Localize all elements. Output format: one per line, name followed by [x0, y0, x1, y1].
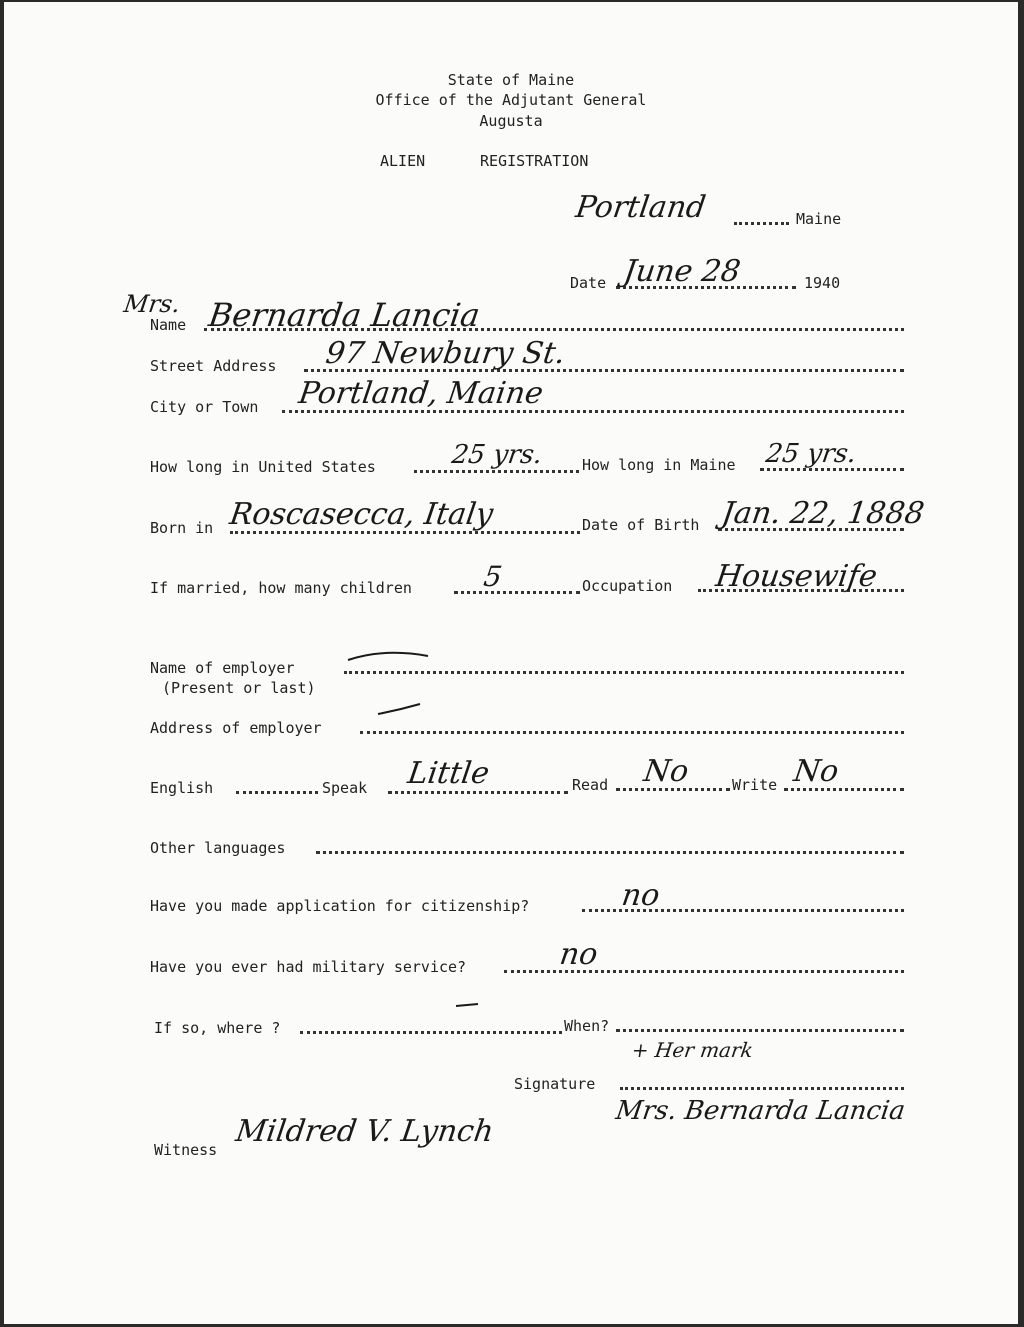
form-title-registration: REGISTRATION: [480, 152, 589, 170]
citizenship-label: Have you made application for citizenship?: [150, 897, 530, 915]
write-value: No: [791, 754, 841, 789]
when-label: When?: [564, 1017, 610, 1035]
dob-label: Date of Birth: [582, 516, 700, 534]
signature-mark: + Her mark: [630, 1038, 755, 1062]
citizenship-value: no: [619, 878, 662, 913]
where-dash-mark: [452, 998, 492, 1012]
born-value: Roscasecca, Italy: [227, 497, 496, 532]
where-label: If so, where ?: [154, 1019, 281, 1037]
city-label: City or Town: [150, 398, 259, 416]
employer-addr-dash-mark: [374, 700, 434, 720]
long-us-dots: [414, 470, 579, 473]
employer-addr-label: Address of employer: [150, 719, 322, 737]
employer-addr-dots: [360, 731, 904, 734]
place-value: Portland: [573, 190, 708, 225]
employer-label: Name of employer: [150, 659, 295, 677]
speak-label: Speak: [322, 779, 368, 797]
born-label: Born in: [150, 519, 214, 537]
registration-form: [4, 2, 1018, 1324]
date-value: June 28: [621, 254, 743, 289]
children-value: 5: [481, 560, 505, 593]
long-me-value: 25 yrs.: [763, 439, 859, 469]
children-dots: [454, 591, 580, 594]
dob-value: Jan. 22, 1888: [719, 496, 927, 531]
speak-dots: [388, 791, 568, 794]
employer-dash-mark: [344, 646, 444, 666]
header-state: State of Maine: [447, 71, 575, 89]
write-label: Write: [732, 776, 778, 794]
signature-name: Mrs. Bernarda Lancia: [613, 1096, 907, 1126]
header-city: Augusta: [479, 112, 543, 130]
long-us-label: How long in United States: [150, 458, 376, 476]
other-lang-label: Other languages: [150, 839, 286, 857]
where-dots: [300, 1031, 562, 1034]
military-value: no: [557, 937, 600, 972]
city-value: Portland, Maine: [296, 376, 546, 411]
read-label: Read: [572, 776, 609, 794]
long-me-label: How long in Maine: [582, 456, 736, 474]
when-dots: [616, 1029, 904, 1032]
year-label: 1940: [804, 274, 841, 292]
date-label: Date: [570, 274, 607, 292]
witness-label: Witness: [154, 1141, 218, 1159]
name-label: Name: [150, 316, 187, 334]
signature-label: Signature: [514, 1075, 596, 1093]
children-label: If married, how many children: [150, 579, 412, 597]
english-dots: [236, 791, 318, 794]
header-office: Office of the Adjutant General: [375, 91, 647, 109]
employer-note: (Present or last): [162, 679, 316, 697]
occupation-label: Occupation: [582, 577, 673, 595]
long-us-value: 25 yrs.: [449, 440, 545, 470]
witness-signature: Mildred V. Lynch: [233, 1114, 496, 1149]
place-dots: [734, 222, 789, 225]
name-value: Bernarda Lancia: [206, 296, 483, 334]
employer-dots: [344, 671, 904, 674]
read-value: No: [641, 754, 691, 789]
street-value: 97 Newbury St.: [323, 336, 568, 371]
form-title-alien: ALIEN: [380, 152, 426, 170]
military-label: Have you ever had military service?: [150, 958, 467, 976]
speak-value: Little: [405, 756, 492, 791]
street-label: Street Address: [150, 357, 277, 375]
occupation-value: Housewife: [713, 559, 880, 594]
other-lang-dots: [316, 851, 904, 854]
english-label: English: [150, 779, 214, 797]
maine-label: Maine: [796, 210, 842, 228]
signature-dots: [620, 1087, 904, 1090]
title-value: Mrs.: [122, 290, 182, 318]
